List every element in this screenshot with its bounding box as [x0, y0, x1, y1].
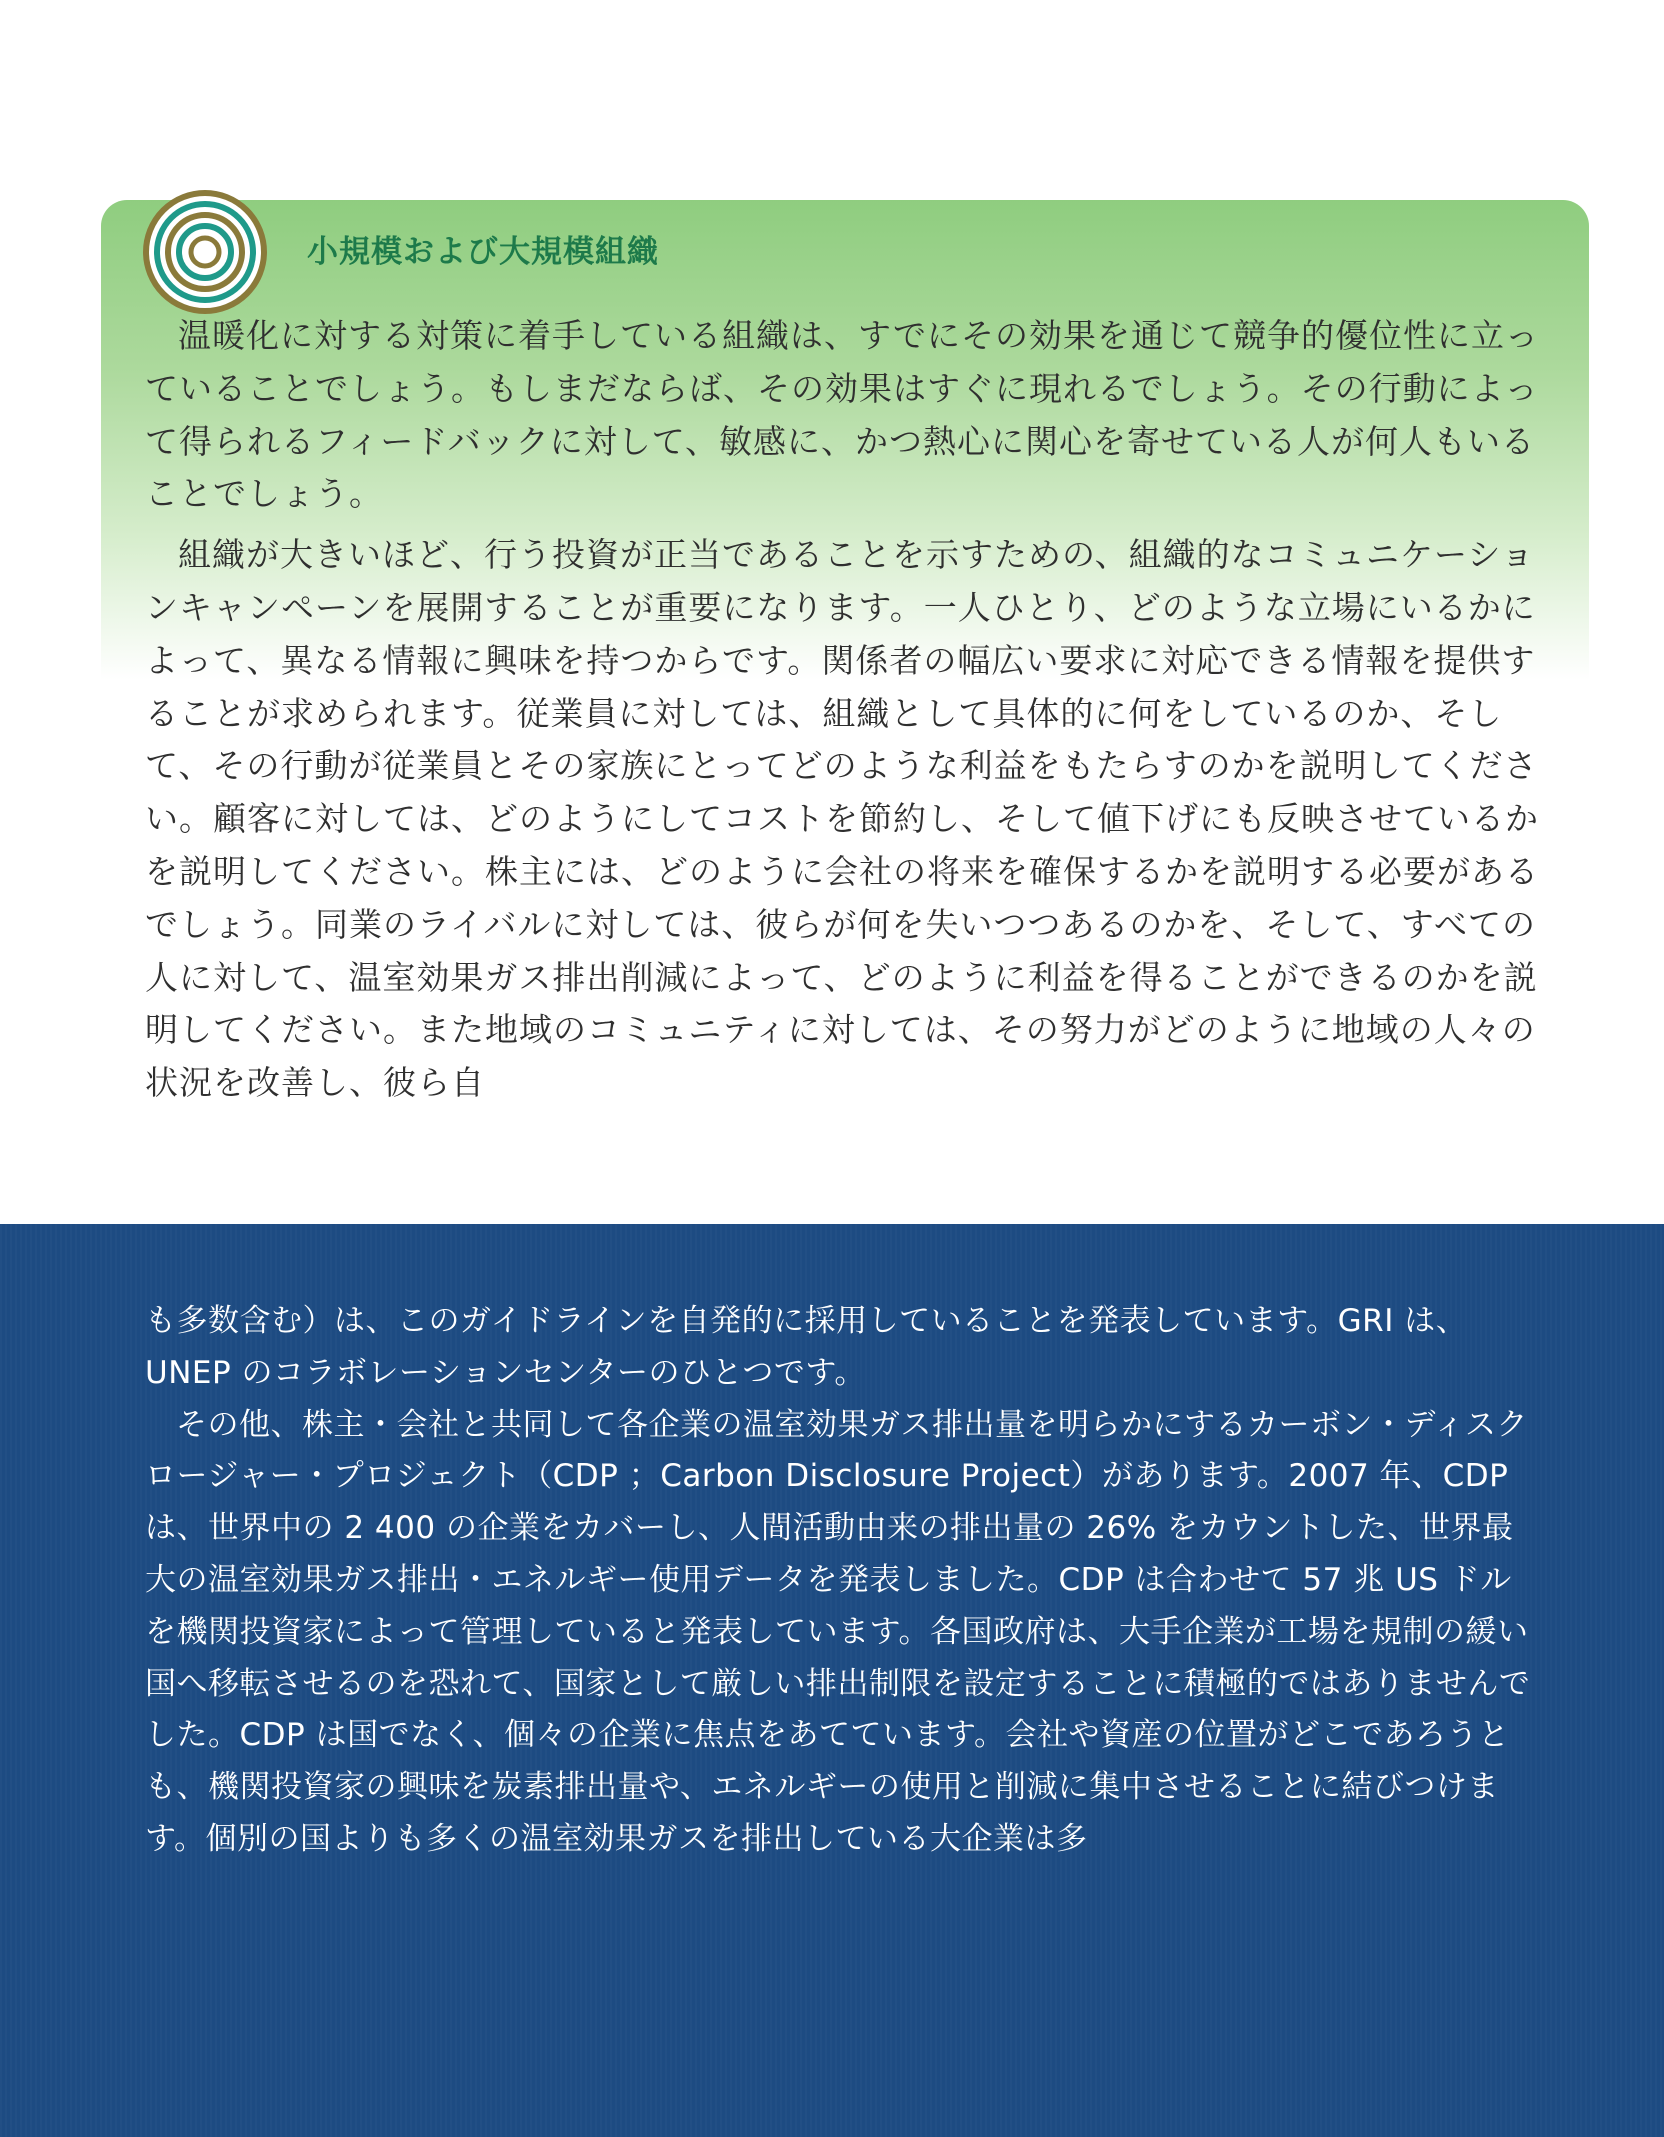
- sidebar-body-text: [145, 310, 1540, 1118]
- main-body-text: [145, 1296, 1540, 1866]
- paragraph: 温暖化に対する対策に着手している組織は、すでにその効果を通じて競争的優位性に立っていることでしょう。もしまだならば、その効果はすぐに現れるでしょう。その行動によって得られるフィードバックに対して、敏感に、かつ熱心に関心を寄せている人が何人もいることでしょう。: [145, 316, 1539, 514]
- paragraph: 組織が大きいほど、行う投資が正当であることを示すための、組織的なコミュニケーションキャンペーンを展開することが重要になります。一人ひとり、どのような立場にいるかによって、異なる情報に興味を持つからです。関係者の幅広い要求に対応できる情報を提供することが求められます。従業員に対しては、組織として具体的に何をしているのか、そして、その行動が従業員とその家族にとってどのような利益をもたらすのかを説明してください。顧客に対しては、どのようにしてコストを節約し、そして値下げにも反映させているかを説明してください。株主には、どのように会社の将来を確保するかを説明する必要があるでしょう。同業のライバルに対しては、彼らが何を失いつつあるのかを、そして、すべての人に対して、温室効果ガス排出削減によって、どのように利益を得ることができるのかを説明してください。また地域のコミュニティに対しては、その努力がどのように地域の人々の状況を改善し、彼ら自: [145, 535, 1539, 1103]
- paragraph: も多数含む）は、このガイドラインを自発的に採用していることを発表しています。GRI は、UNEP のコラボレーションセンターのひとつです。: [145, 1303, 1468, 1391]
- section-heading: 小規模および大規模組織: [307, 234, 659, 270]
- concentric-rings-icon: [142, 189, 268, 315]
- paragraph: その他、株主・会社と共同して各企業の温室効果ガス排出量を明らかにするカーボン・ディスクロージャー・プロジェクト（CDP ；Carbon Disclosure Project）があります。2007 年、CDP は、世界中の 2 400 の企業をカバーし、人間活動由来の排出量の 26% をカウントした、世界最大の温室効果ガス排出・エネルギー使用データを発表しました。CDP は合わせて 57 兆 US ドルを機関投資家によって管理していると発表しています。各国政府は、大手企業が工場を規制の緩い国へ移転させるのを恐れて、国家として厳しい排出制限を設定することに積極的ではありませんでした。CDP は国でなく、個々の企業に焦点をあてています。会社や資産の位置がどこであろうとも、機関投資家の興味を炭素排出量や、エネルギーの使用と削減に集中させることに結びつけます。個別の国よりも多くの温室効果ガスを排出している大企業は多: [145, 1406, 1531, 1857]
